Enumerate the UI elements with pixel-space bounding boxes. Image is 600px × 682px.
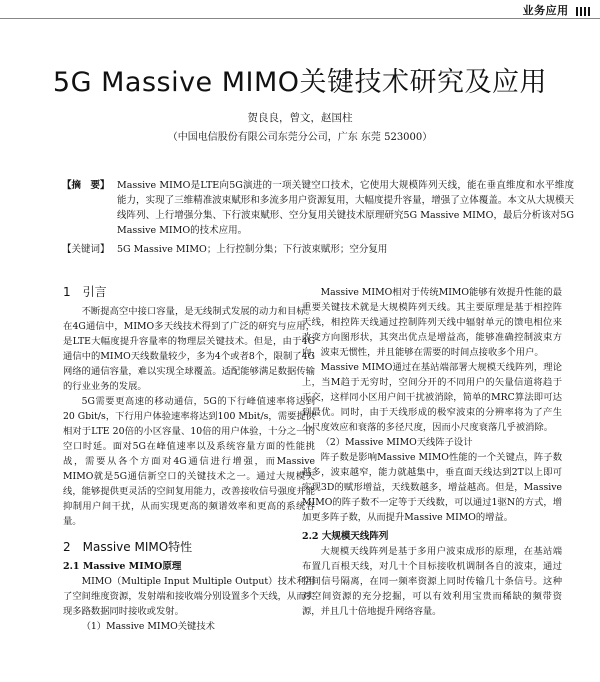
section-1-paragraph-2: 5G需要更高速的移动通信，5G的下行峰值速率将达到20 Gbit/s，下行用户体验速率将达到100 Mbit/s，需要提供相对于LTE 20倍的小区容量、10倍的用户体验，十分之一的空口时延。面对5G在峰值速率以及系统容量方面的性能挑战，需要从各个方面对4G通信进行增强，而Massive MIMO就是5G通信新空口的关键技术之一。通过大规模天线，能够提供更灵活的空间复用能力，改善接收信号强度并能抑制用户间干扰，从而实现更高的频谱效率和更高的系统容量。 bbox=[63, 396, 315, 527]
right-paragraph-2: Massive MIMO通过在基站端部署大规模天线阵列，理论上，当M趋于无穷时，空间分开的不同用户的矢量信道将趋于正交，这样同小区用户间干扰被消除，简单的MRC算法即可达到最优。同时，由于天线形成的极窄波束的分辨率将为了产生小尺度效应和衰落的多径尺度，因而小尺度衰落几乎被消除。 bbox=[302, 362, 562, 433]
abstract-label: 【摘 要】 bbox=[62, 180, 110, 191]
paper-title: 5G Massive MIMO关键技术研究及应用 bbox=[52, 67, 548, 98]
subsection-1-heading: （1）Massive MIMO关键技术 bbox=[81, 621, 215, 632]
left-column bbox=[63, 285, 315, 634]
section-2-1-heading: 2.1 Massive MIMO原理 bbox=[63, 561, 182, 572]
section-label: 业务应用 bbox=[522, 4, 569, 17]
right-column bbox=[302, 285, 562, 619]
keywords-row bbox=[62, 242, 574, 257]
header-rule bbox=[0, 18, 600, 19]
paper-affiliation: （中国电信股份有限公司东莞分公司，广东 东莞 523000） bbox=[167, 132, 433, 143]
section-header bbox=[523, 2, 590, 18]
section-2-1-paragraph: MIMO（Multiple Input Multiple Output）技术利用了空间维度资源，发射端和接收端分别设置多个天线，从而实现多路数据同时接收或发射。 bbox=[63, 576, 315, 617]
section-2-heading: 2 Massive MIMO特性 bbox=[63, 540, 193, 554]
keywords-text: 5G Massive MIMO；上行控制分集；下行波束赋形；空分复用 bbox=[117, 244, 388, 255]
section-1-heading: 1 引言 bbox=[63, 285, 107, 299]
keywords-label: 【关键词】 bbox=[62, 244, 110, 255]
right-paragraph-3: 阵子数是影响Massive MIMO性能的一个关键点，阵子数越多，波束越窄，能力就越集中，垂直面天线达到2T以上即可实现3D的赋形增益，天线数越多，增益越高。但是，Massive MIMO的阵子数不一定等于天线数，可以通过1驱N的方式，增加更多阵子数，从而提升Massive MIMO的增益。 bbox=[302, 452, 562, 523]
paper-authors: 贺良良，曾文，赵国柱 bbox=[247, 112, 353, 124]
right-paragraph-1: Massive MIMO相对于传统MIMO能够有效提升性能的最重要关键技术就是大规模阵列天线。其主要原理是基于相控阵天线，相控阵天线通过控制阵列天线中辐射单元的馈电相位来改变方向图形状，其突出优点是增益高，能够准确控制波束方向，波束无惯性，并且能够在需要的时间点接收多个用户。 bbox=[302, 287, 562, 358]
subsection-2-heading: （2）Massive MIMO天线阵子设计 bbox=[320, 437, 473, 448]
abstract-row bbox=[62, 178, 574, 238]
abstract-text: Massive MIMO是LTE向5G演进的一项关键空口技术，它使用大规模阵列天线，能在垂直维度和水平维度能力，实现了三维精准波束赋形和多流多用户资源复用，大幅度提升容量，增强了立体覆盖。本文从大规模天线阵列、上行增强分集、下行波束赋形、空分复用关键技术原理研究5G Massive MIMO，最后分析该对5G Massive MIMO的技术应用。 bbox=[117, 180, 574, 236]
abstract-block bbox=[62, 178, 574, 257]
section-2-2-heading: 2.2 大规模天线阵列 bbox=[302, 531, 389, 542]
section-1-paragraph-1: 不断提高空中接口容量，是无线制式发展的动力和目标。在4G通信中，MIMO多天线技术得到了广泛的研究与应用，是LTE大幅度提升容量率的物理层关键技术。但是，由于4G通信中的MIMO天线数量较少，多为4个或者8个，限制了4G网络的通信容量，难以实现全球覆盖。适配能够满足数据传输的行业业务的发展。 bbox=[63, 306, 315, 392]
section-2-2-paragraph: 大规模天线阵列是基于多用户波束成形的原理，在基站端布置几百根天线，对几十个目标接收机调制各自的波束，通过空间信号隔离，在同一频率资源上同时传输几十条信号。这种对空间资源的充分挖掘，可以有效利用宝贵而稀缺的频带资源，并且几十倍地提升网络容量。 bbox=[302, 546, 562, 617]
header-bars-icon bbox=[576, 7, 590, 16]
